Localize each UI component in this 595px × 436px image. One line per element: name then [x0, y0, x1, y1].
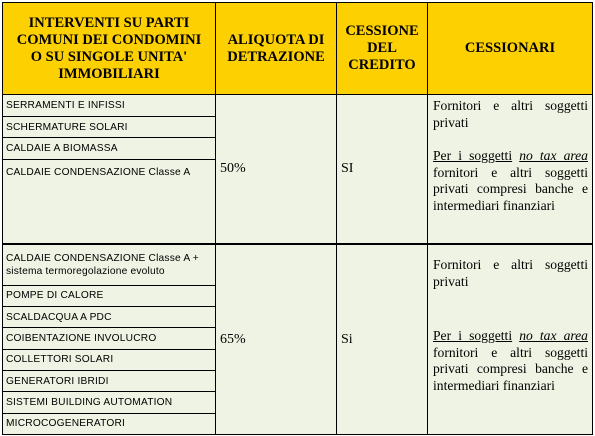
- intervention-item: COIBENTAZIONE INVOLUCRO: [3, 328, 216, 349]
- intervention-item: CALDAIE CONDENSAZIONE Classe A + sistema termoregolazione evoluto: [3, 244, 216, 285]
- intervention-item: CALDAIE CONDENSAZIONE Classe A: [3, 159, 216, 244]
- cessionari-no-tax-area: [433, 148, 588, 214]
- table-row: [3, 244, 593, 285]
- cessione-value: SI: [337, 95, 428, 244]
- no-tax-area-label: no tax area: [519, 148, 588, 164]
- header-cessione: CESSIONE DEL CREDITO: [337, 3, 428, 95]
- intervention-item: SCALDACQUA A PDC: [3, 306, 216, 327]
- header-row: [3, 3, 593, 95]
- cessionari-no-tax-area-text: fornitori e altri soggetti privati compresi banche e intermediari finanziari: [433, 344, 588, 393]
- header-cessionari: CESSIONARI: [428, 3, 593, 95]
- per-i-soggetti: Per i soggetti: [433, 328, 513, 344]
- per-i-soggetti: Per i soggetti: [433, 148, 513, 164]
- cessione-value: Si: [337, 244, 428, 434]
- intervention-item: SCHERMATURE SOLARI: [3, 116, 216, 137]
- intervention-item: MICROCOGENERATORI: [3, 413, 216, 434]
- incentives-table: [2, 2, 593, 435]
- cessionari-cell: [428, 95, 593, 244]
- header-interventi: INTERVENTI SU PARTI COMUNI DEI CONDOMINI O SU SINGOLE UNITA' IMMOBILIARI: [3, 3, 216, 95]
- intervention-item: CALDAIE A BIOMASSA: [3, 138, 216, 159]
- cessionari-privati: Fornitori e altri soggetti privati: [433, 257, 588, 289]
- cessionari-privati: Fornitori e altri soggetti privati: [433, 98, 588, 130]
- intervention-item: COLLETTORI SOLARI: [3, 349, 216, 370]
- intervention-item: SERRAMENTI E INFISSI: [3, 95, 216, 116]
- no-tax-area-label: no tax area: [519, 328, 588, 344]
- intervention-item: GENERATORI IBRIDI: [3, 370, 216, 391]
- aliquota-value: 65%: [216, 244, 337, 434]
- aliquota-value: 50%: [216, 95, 337, 244]
- cessionari-no-tax-area: [433, 328, 588, 394]
- intervention-item: POMPE DI CALORE: [3, 285, 216, 306]
- header-aliquota: ALIQUOTA DI DETRAZIONE: [216, 3, 337, 95]
- intervention-item: SISTEMI BUILDING AUTOMATION: [3, 392, 216, 413]
- table-row: [3, 95, 593, 116]
- cessionari-no-tax-area-text: fornitori e altri soggetti privati compresi banche e intermediari finanziari: [433, 164, 588, 213]
- cessionari-cell: [428, 244, 593, 434]
